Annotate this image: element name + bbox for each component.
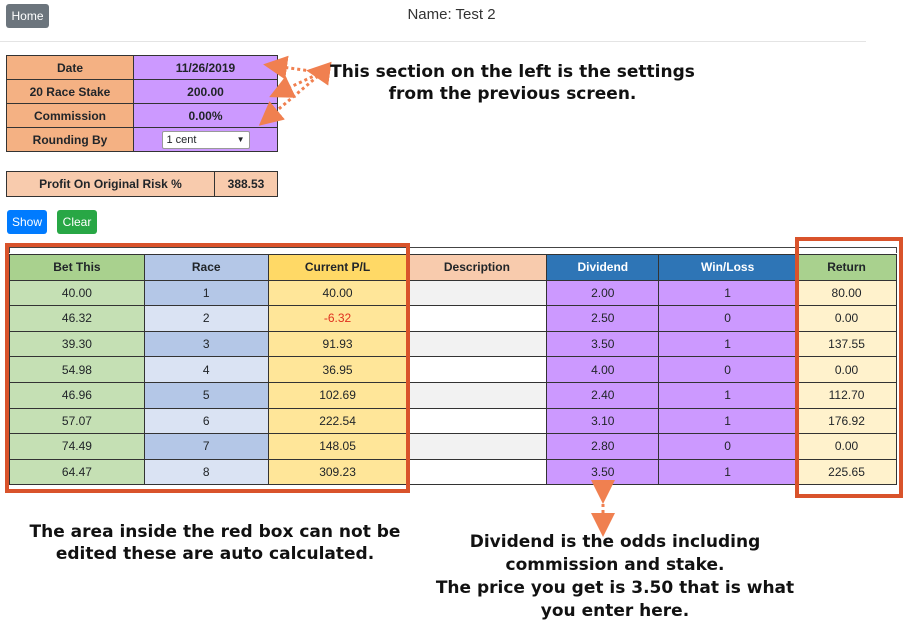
cell-dividend: 2.00 [547,280,659,306]
cell-return: 0.00 [797,357,897,383]
cell-race: 3 [144,331,268,357]
header-divider [0,41,866,42]
settings-label: Rounding By [7,128,134,152]
note-line: from the previous screen. [388,84,637,104]
cell-win-loss: 1 [659,408,797,434]
settings-label: Date [7,56,134,80]
col-header-return: Return [797,255,897,281]
cell-race: 1 [144,280,268,306]
note-line: commission and stake. [505,555,725,575]
note-line: Dividend is the odds including [469,532,761,552]
cell-dividend: 3.50 [547,331,659,357]
rounding-select[interactable] [162,131,250,149]
note-line: edited these are auto calculated. [55,544,375,564]
settings-note [300,61,725,105]
cell-current-pl: -6.32 [268,306,407,332]
date-value: 11/26/2019 [134,56,278,80]
cell-description[interactable] [407,459,547,485]
cell-dividend: 2.50 [547,306,659,332]
cell-bet-this: 46.32 [10,306,145,332]
cell-current-pl: 309.23 [268,459,407,485]
cell-win-loss: 0 [659,306,797,332]
commission-value: 0.00% [134,104,278,128]
cell-win-loss: 1 [659,280,797,306]
redbox-note [10,521,420,565]
clear-button[interactable]: Clear [57,210,97,234]
settings-label: 20 Race Stake [7,80,134,104]
cell-win-loss: 0 [659,357,797,383]
settings-row-date [7,56,278,80]
col-header-description: Description [407,255,547,281]
cell-win-loss: 0 [659,434,797,460]
home-button[interactable]: Home [6,4,49,28]
page-title: Name: Test 2 [407,6,496,23]
profit-table [6,171,278,197]
auto-calculated-highlight [5,243,410,493]
cell-current-pl: 40.00 [268,280,407,306]
cell-bet-this: 54.98 [10,357,145,383]
cell-bet-this: 46.96 [10,382,145,408]
cell-win-loss: 1 [659,459,797,485]
cell-description[interactable] [407,357,547,383]
cell-return: 112.70 [797,382,897,408]
col-header-win-loss: Win/Loss [659,255,797,281]
cell-description[interactable] [407,306,547,332]
note-line: you enter here. [540,601,690,621]
col-header-race: Race [144,255,268,281]
note-line: This section on the left is the settings [330,62,695,82]
cell-bet-this: 57.07 [10,408,145,434]
cell-race: 7 [144,434,268,460]
settings-label: Commission [7,104,134,128]
col-header-bet-this: Bet This [10,255,145,281]
cell-dividend: 2.40 [547,382,659,408]
cell-dividend: 3.10 [547,408,659,434]
show-button[interactable]: Show [7,210,47,234]
cell-return: 225.65 [797,459,897,485]
return-column-highlight [795,237,903,498]
cell-win-loss: 1 [659,382,797,408]
cell-bet-this: 40.00 [10,280,145,306]
col-header-dividend: Dividend [547,255,659,281]
profit-value: 388.53 [215,172,278,197]
cell-current-pl: 91.93 [268,331,407,357]
note-line: The area inside the red box can not be [29,522,401,542]
cell-description[interactable] [407,280,547,306]
cell-current-pl: 148.05 [268,434,407,460]
cell-return: 80.00 [797,280,897,306]
cell-return: 0.00 [797,306,897,332]
cell-race: 6 [144,408,268,434]
settings-table [6,55,278,152]
cell-dividend: 3.50 [547,459,659,485]
cell-dividend: 4.00 [547,357,659,383]
caret-down-icon: ▼ [236,135,245,144]
cell-bet-this: 39.30 [10,331,145,357]
col-header-current-pl: Current P/L [268,255,407,281]
cell-current-pl: 222.54 [268,408,407,434]
dividend-note [415,531,815,623]
cell-return: 137.55 [797,331,897,357]
note-line: The price you get is 3.50 that is what [435,578,795,598]
stake-value: 200.00 [134,80,278,104]
cell-win-loss: 1 [659,331,797,357]
profit-label: Profit On Original Risk % [7,172,215,197]
cell-description[interactable] [407,382,547,408]
settings-row-rounding [7,128,278,152]
settings-row-commission [7,104,278,128]
cell-description[interactable] [407,434,547,460]
cell-race: 2 [144,306,268,332]
cell-bet-this: 74.49 [10,434,145,460]
rounding-select-value: 1 cent [166,133,197,146]
cell-description[interactable] [407,408,547,434]
rounding-cell [134,128,278,152]
cell-description[interactable] [407,331,547,357]
cell-return: 0.00 [797,434,897,460]
cell-return: 176.92 [797,408,897,434]
cell-race: 4 [144,357,268,383]
cell-race: 8 [144,459,268,485]
cell-bet-this: 64.47 [10,459,145,485]
cell-current-pl: 102.69 [268,382,407,408]
cell-current-pl: 36.95 [268,357,407,383]
cell-race: 5 [144,382,268,408]
settings-row-stake [7,80,278,104]
cell-dividend: 2.80 [547,434,659,460]
